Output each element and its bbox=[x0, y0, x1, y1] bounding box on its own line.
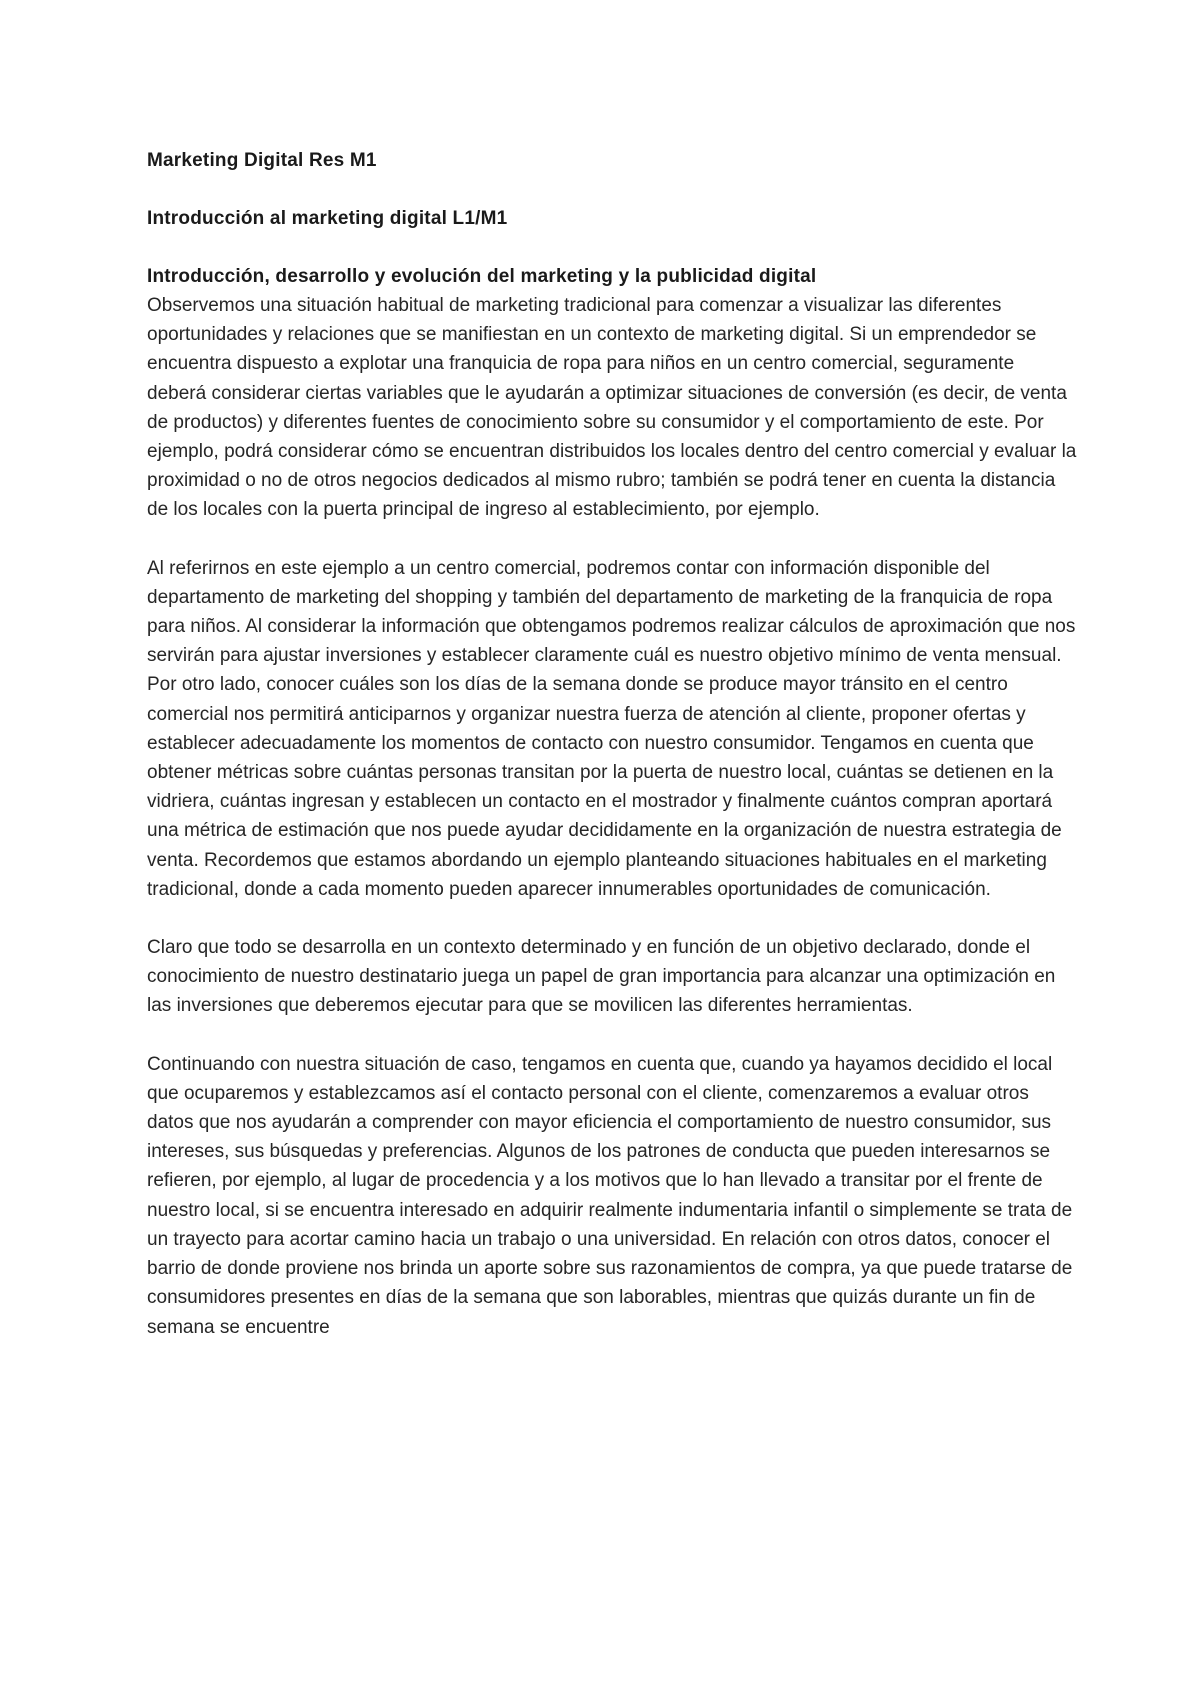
document-body bbox=[147, 146, 1077, 1342]
subsection-heading: Introducción, desarrollo y evolución del marketing y la publicidad digital bbox=[147, 266, 817, 287]
document-title: Marketing Digital Res M1 bbox=[147, 150, 377, 171]
paragraph: Claro que todo se desarrolla en un contexto determinado y en función de un objetivo declarado, donde el conocimiento de nuestro destinatario juega un papel de gran importancia para alcanzar una optimización en las inversiones que deberemos ejecutar para que se movilicen las diferentes herramientas. bbox=[147, 937, 1056, 1017]
section-heading: Introducción al marketing digital L1/M1 bbox=[147, 208, 508, 229]
paragraph: Continuando con nuestra situación de caso, tengamos en cuenta que, cuando ya hayamos decidido el local que ocuparemos y establezcamos así el contacto personal con el cliente, comenzaremos a evaluar otros datos que nos ayudarán a comprender con mayor eficiencia el comportamiento de nuestro consumidor, sus intereses, sus búsquedas y preferencias. Algunos de los patrones de conducta que pueden interesarnos se refieren, por ejemplo, al lugar de procedencia y a los motivos que lo han llevado a transitar por el frente de nuestro local, si se encuentra interesado en adquirir realmente indumentaria infantil o simplemente se trata de un trayecto para acortar camino hacia un trabajo o una universidad. En relación con otros datos, conocer el barrio de donde proviene nos brinda un aporte sobre sus razonamientos de compra, ya que puede tratarse de consumidores presentes en días de la semana que son laborables, mientras que quizás durante un fin de semana se encuentre bbox=[147, 1053, 1073, 1338]
paragraph: Al referirnos en este ejemplo a un centro comercial, podremos contar con información disponible del departamento de marketing del shopping y también del departamento de marketing de la franquicia de ropa para niños. Al considerar la información que obtengamos podremos realizar cálculos de aproximación que nos servirán para ajustar inversiones y establecer claramente cuál es nuestro objetivo mínimo de venta mensual. Por otro lado, conocer cuáles son los días de la semana donde se produce mayor tránsito en el centro comercial nos permitirá anticiparnos y organizar nuestra fuerza de atención al cliente, proponer ofertas y establecer adecuadamente los momentos de contacto con nuestro consumidor. Tengamos en cuenta que obtener métricas sobre cuántas personas transitan por la puerta de nuestro local, cuántas se detienen en la vidriera, cuántas ingresan y establecen un contacto en el mostrador y finalmente cuántos compran aportará una métrica de estimación que nos puede ayudar decididamente en la organización de nuestra estrategia de venta. Recordemos que estamos abordando un ejemplo planteando situaciones habituales en el marketing tradicional, donde a cada momento pueden aparecer innumerables oportunidades de comunicación. bbox=[147, 557, 1076, 900]
paragraph: Observemos una situación habitual de marketing tradicional para comenzar a visualizar las diferentes oportunidades y relaciones que se manifiestan en un contexto de marketing digital. Si un emprendedor se encuentra dispuesto a explotar una franquicia de ropa para niños en un centro comercial, seguramente deberá considerar ciertas variables que le ayudarán a optimizar situaciones de conversión (es decir, de venta de productos) y diferentes fuentes de conocimiento sobre su consumidor y el comportamiento de este. Por ejemplo, podrá considerar cómo se encuentran distribuidos los locales dentro del centro comercial y evaluar la proximidad o no de otros negocios dedicados al mismo rubro; también se podrá tener en cuenta la distancia de los locales con la puerta principal de ingreso al establecimiento, por ejemplo. bbox=[147, 295, 1077, 521]
